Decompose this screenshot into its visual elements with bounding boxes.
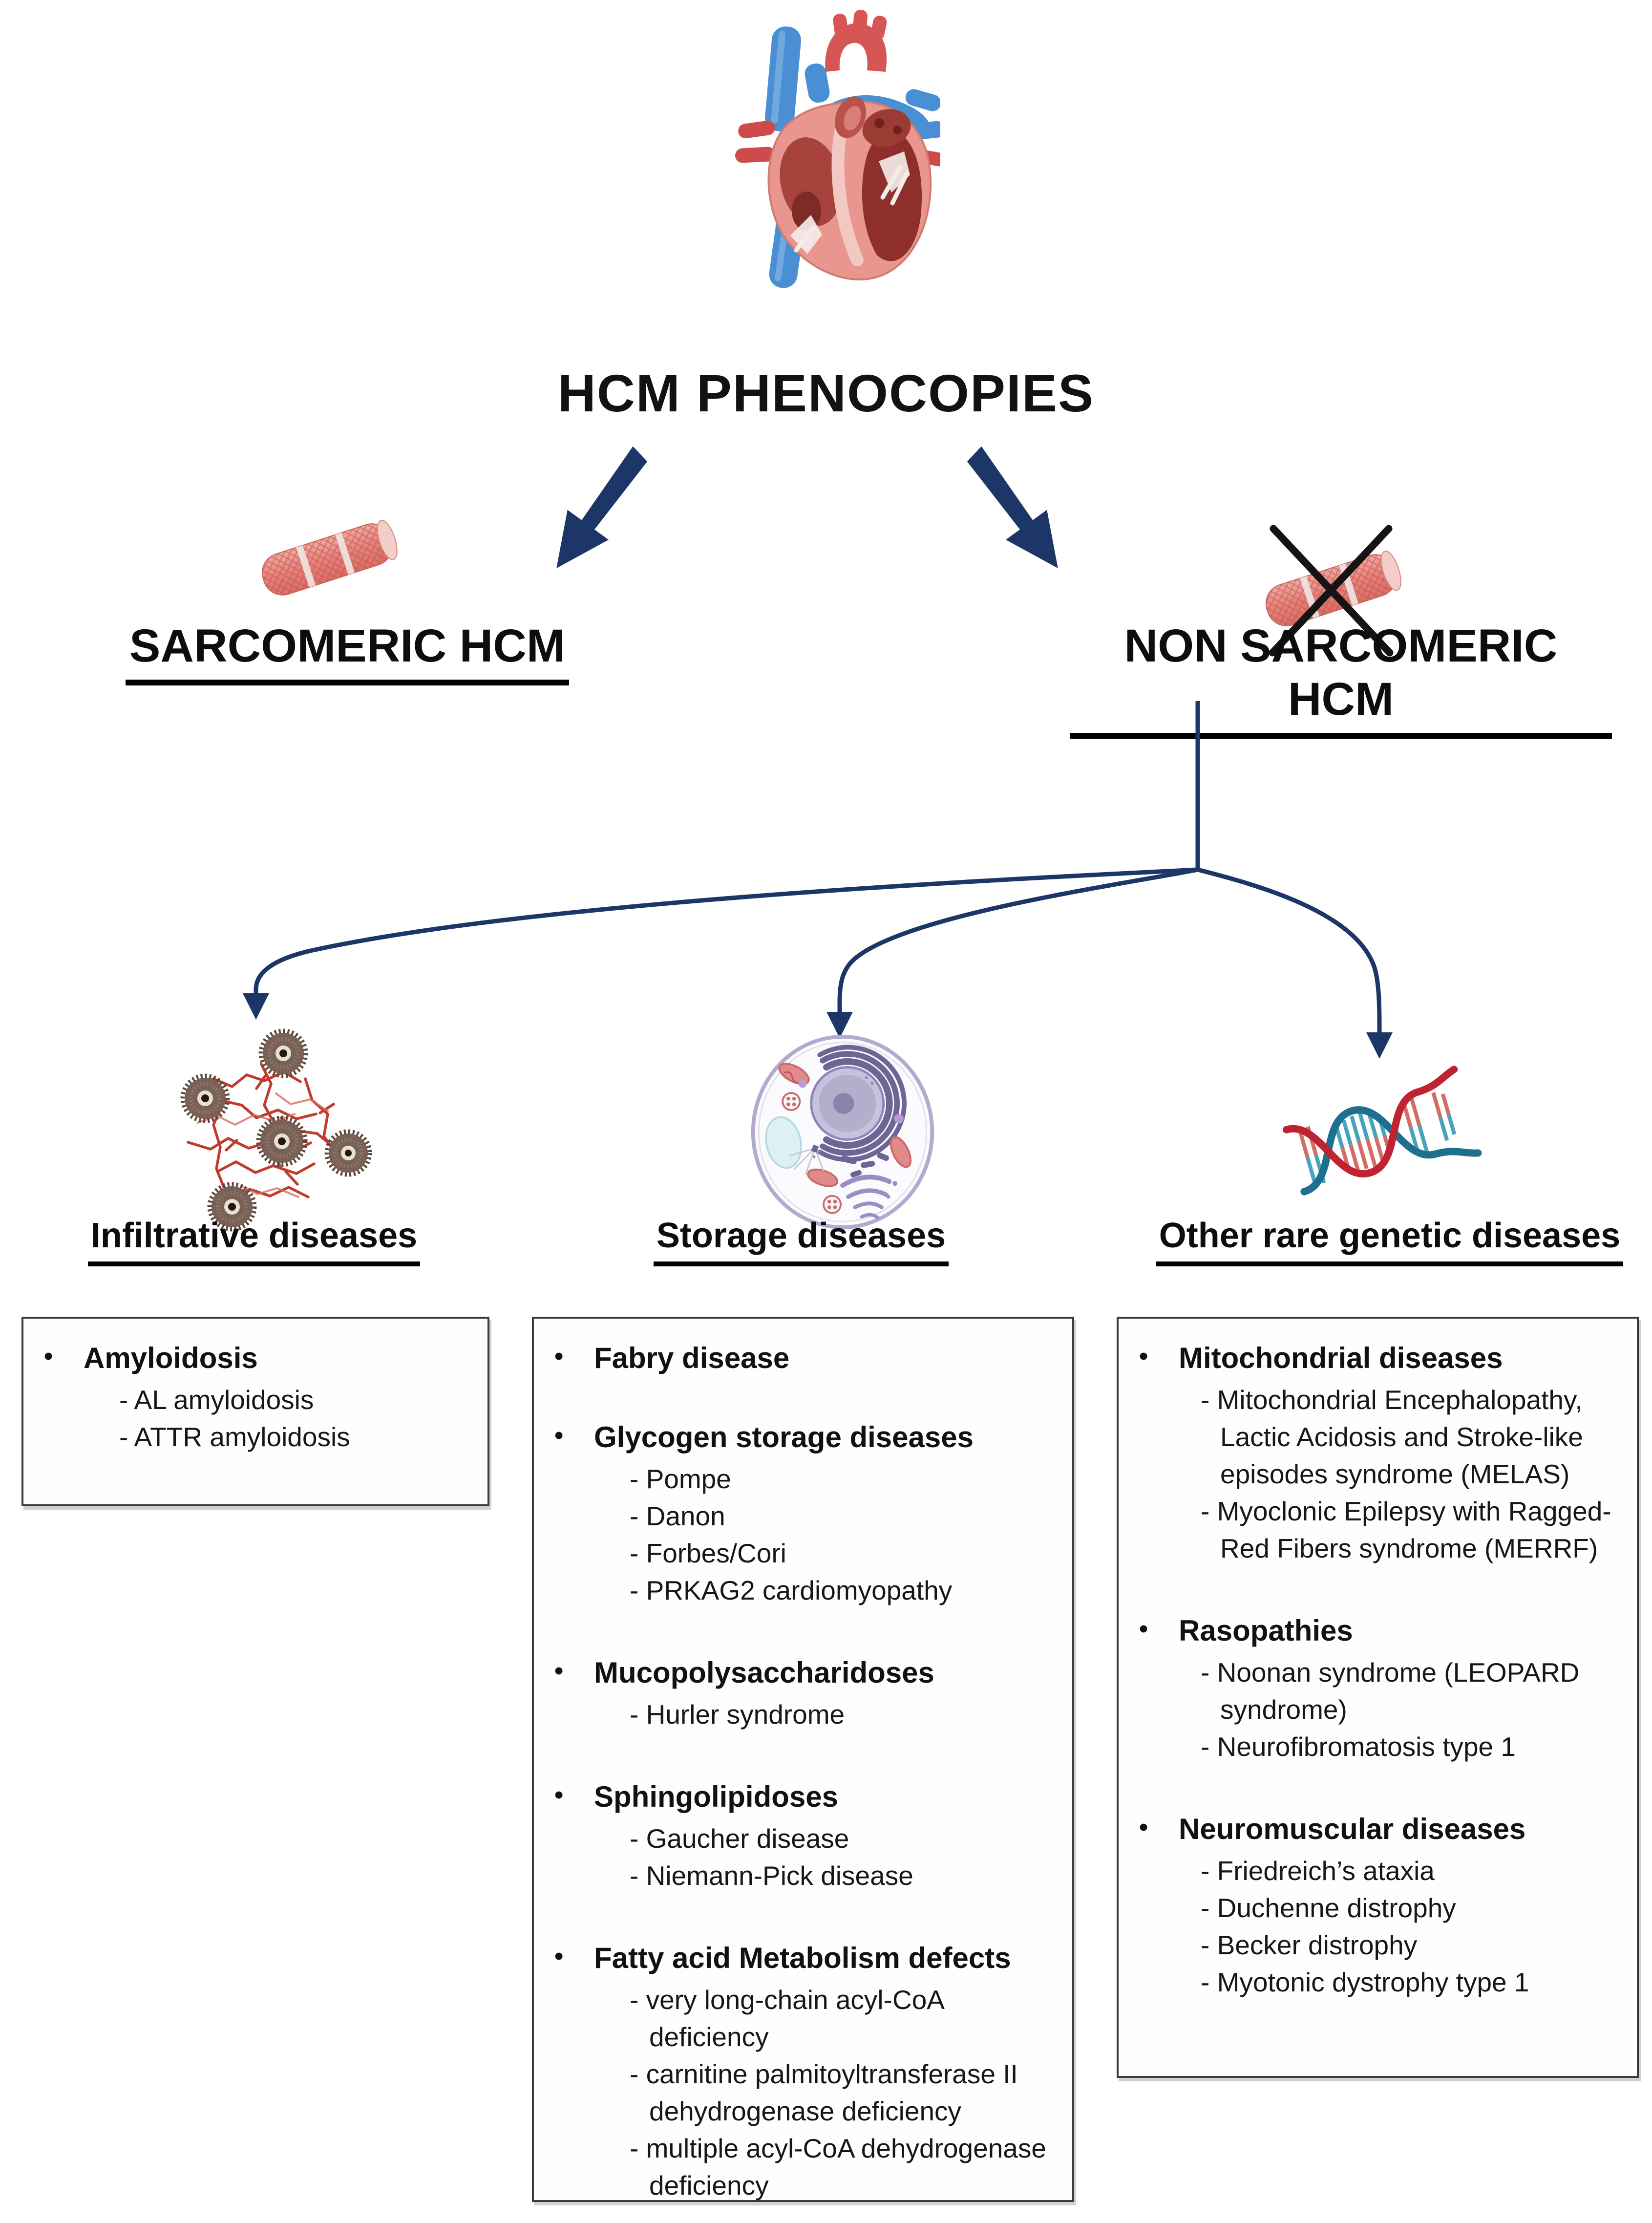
- label-storage-diseases: Storage diseases: [606, 1216, 996, 1266]
- disease-group-header: • Sphingolipidoses: [554, 1780, 839, 1813]
- bullet-icon: •: [554, 1942, 564, 1970]
- amyloid-fibrils-icon: [159, 1025, 383, 1235]
- label-other-rare-genetic-diseases: Other rare genetic diseases: [1143, 1216, 1636, 1266]
- bullet-icon: •: [554, 1781, 564, 1809]
- disease-list-item: - Mitochondrial Encephalopathy, Lactic Acidosis and Stroke-like episodes syndrome (MELAS): [1201, 1385, 1583, 1489]
- fibril-rosette: [183, 1031, 370, 1229]
- label-non-sarcomeric-hcm: NON SARCOMERIC HCM: [1070, 620, 1612, 739]
- disease-list-item: - Friedreich’s ataxia: [1201, 1856, 1435, 1886]
- disease-list-item: - multiple acyl-CoA dehydrogenase deficiency: [630, 2133, 1046, 2201]
- disease-group-header: • Rasopathies: [1139, 1614, 1353, 1647]
- bullet-icon: •: [554, 1657, 564, 1685]
- disease-group-header: • Glycogen storage diseases: [554, 1421, 974, 1454]
- disease-list-item: - Danon: [630, 1501, 725, 1531]
- disease-list-item: - very long-chain acyl-CoA deficiency: [630, 1985, 945, 2052]
- page-title: HCM PHENOCOPIES: [557, 363, 1095, 423]
- disease-group-header: • Fatty acid Metabolism defects: [554, 1942, 1011, 1974]
- disease-list-item: - carnitine palmitoyltransferase II dehydrogenase deficiency: [630, 2059, 1018, 2126]
- arrow-to-non-sarcomeric-icon: [943, 430, 1089, 592]
- label-infiltrative-diseases: Infiltrative diseases: [49, 1216, 459, 1266]
- bullet-icon: •: [554, 1421, 564, 1450]
- disease-list-item: - Noonan syndrome (LEOPARD syndrome): [1201, 1657, 1580, 1725]
- disease-group-header: • Mitochondrial diseases: [1139, 1342, 1503, 1374]
- cell-icon: [747, 1032, 938, 1232]
- disease-list-item: - Niemann-Pick disease: [630, 1860, 913, 1891]
- dna-double-helix-icon: [1268, 1061, 1492, 1213]
- bullet-icon: •: [1139, 1342, 1148, 1370]
- heart-svg: [711, 6, 940, 299]
- sarcomere-icon: [247, 503, 408, 616]
- other-rare-genetic-diseases-box: [1117, 1317, 1639, 2078]
- disease-list-item: - Gaucher disease: [630, 1823, 849, 1854]
- bullet-icon: •: [554, 1342, 564, 1370]
- bullet-icon: •: [44, 1342, 53, 1370]
- bullet-icon: •: [1139, 1813, 1148, 1841]
- disease-list-item: - Neurofibromatosis type 1: [1201, 1731, 1516, 1762]
- arrow-to-sarcomeric-icon: [526, 430, 671, 592]
- infiltrative-diseases-box: [21, 1317, 489, 1506]
- disease-list-item: - Forbes/Cori: [630, 1538, 786, 1568]
- disease-list-item: - Pompe: [630, 1464, 731, 1494]
- disease-list-item: - ATTR amyloidosis: [119, 1422, 350, 1452]
- disease-list-item: - Hurler syndrome: [630, 1699, 845, 1730]
- disease-list-item: - Myoclonic Epilepsy with Ragged- Red Fibers syndrome (MERRF): [1201, 1496, 1611, 1563]
- disease-list-item: - AL amyloidosis: [119, 1385, 314, 1415]
- disease-list-item: - Becker distrophy: [1201, 1930, 1418, 1960]
- disease-list-item: - Myotonic dystrophy type 1: [1201, 1967, 1529, 1997]
- label-sarcomeric-hcm: SARCOMERIC HCM: [103, 620, 592, 685]
- disease-group-header: • Fabry disease: [554, 1342, 790, 1374]
- disease-list-item: - Duchenne distrophy: [1201, 1893, 1456, 1923]
- disease-group-header: • Amyloidosis: [44, 1342, 258, 1374]
- storage-diseases-box: [532, 1317, 1074, 2202]
- disease-group-header: • Mucopolysaccharidoses: [554, 1656, 934, 1689]
- bullet-icon: •: [1139, 1615, 1148, 1643]
- heart-cross-section-icon: [711, 6, 940, 299]
- branch-arrows-icon: [0, 696, 1652, 1077]
- disease-list-item: - PRKAG2 cardiomyopathy: [630, 1575, 953, 1605]
- disease-group-header: • Neuromuscular diseases: [1139, 1813, 1526, 1845]
